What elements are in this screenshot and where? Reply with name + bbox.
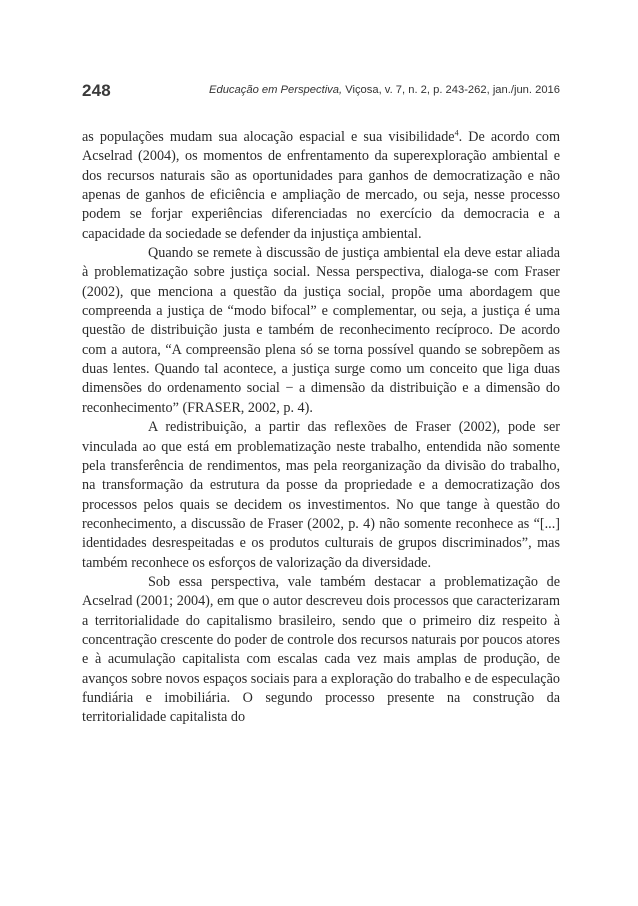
paragraph-4: Sob essa perspectiva, vale também destacar a problematização de Acselrad (2001; 2004), em que o autor descreveu dois processos que caracterizaram a territorialidade do capitalismo brasileiro, sendo que o primeiro diz respeito à concentração crescente do poder de controle dos recursos naturais por poucos atores e à acumulação capitalista com escalas cada vez mais amplas de produção, de avanços sobre novos espaços sociais para a exploração do trabalho e de especulação fundiária e imobiliária. O segundo processo presente na construção da territorialidade capitalista do (82, 573, 560, 726)
journal-citation: Viçosa, v. 7, n. 2, p. 243-262, jan./jun. 2016 (342, 84, 560, 96)
body-text (82, 128, 560, 728)
paragraph-1 (82, 128, 560, 244)
page-header (82, 81, 560, 101)
footnote-marker: 4 (454, 128, 459, 138)
paragraph-3: A redistribuição, a partir das reflexões de Fraser (2002), pode ser vinculada ao que está em problematização neste trabalho, entendida não somente pela transferência de rendimentos, mas pela reorganização da divisão do trabalho, na transformação da estrutura da posse da propriedade e a democratização dos processos pelos quais se decidem os investimentos. No que tange à questão do reconhecimento, a discussão de Fraser (2002, p. 4) não somente reconhece as “[...] identidades desrespeitadas e os produtos culturais de grupos discriminados”, mas também reconhece os esforços de valorização da diversidade. (82, 419, 560, 571)
paragraph-1-text: as populações mudam sua alocação espacial e sua visibilidade (82, 129, 455, 145)
journal-title: Educação em Perspectiva, (209, 84, 343, 96)
page-number: 248 (82, 81, 111, 100)
paragraph-2: Quando se remete à discussão de justiça ambiental ela deve estar aliada à problematização sobre justiça social. Nessa perspectiva, dialoga-se com Fraser (2002), que menciona a questão da justiça social, propõe uma abordagem que compreenda a justiça de “modo bifocal” e complementar, ou seja, a justiça é uma questão de distribuição justa e também de reconhecimento recíproco. De acordo com a autora, “A compreensão plena só se torna possível quando se sobrepõem as duas lentes. Quando tal acontece, a justiça surge como um conceito que liga duas dimensões do ordenamento social − a dimensão da distribuição e a dimensão do reconhecimento” (FRASER, 2002, p. 4). (82, 245, 560, 416)
running-head (209, 84, 560, 96)
paragraph-1-continued: . De acordo com Acselrad (2004), os momentos de enfrentamento da superexploração ambiental e dos recursos naturais são as oportunidades para ganhos de democratização e não apenas de ganhos de eficiência e ampliação de mercado, ou seja, nesse processo podem se forjar experiências diferenciadas no exercício da democracia e a capacidade da sociedade se defender da injustiça ambiental. (82, 129, 560, 242)
